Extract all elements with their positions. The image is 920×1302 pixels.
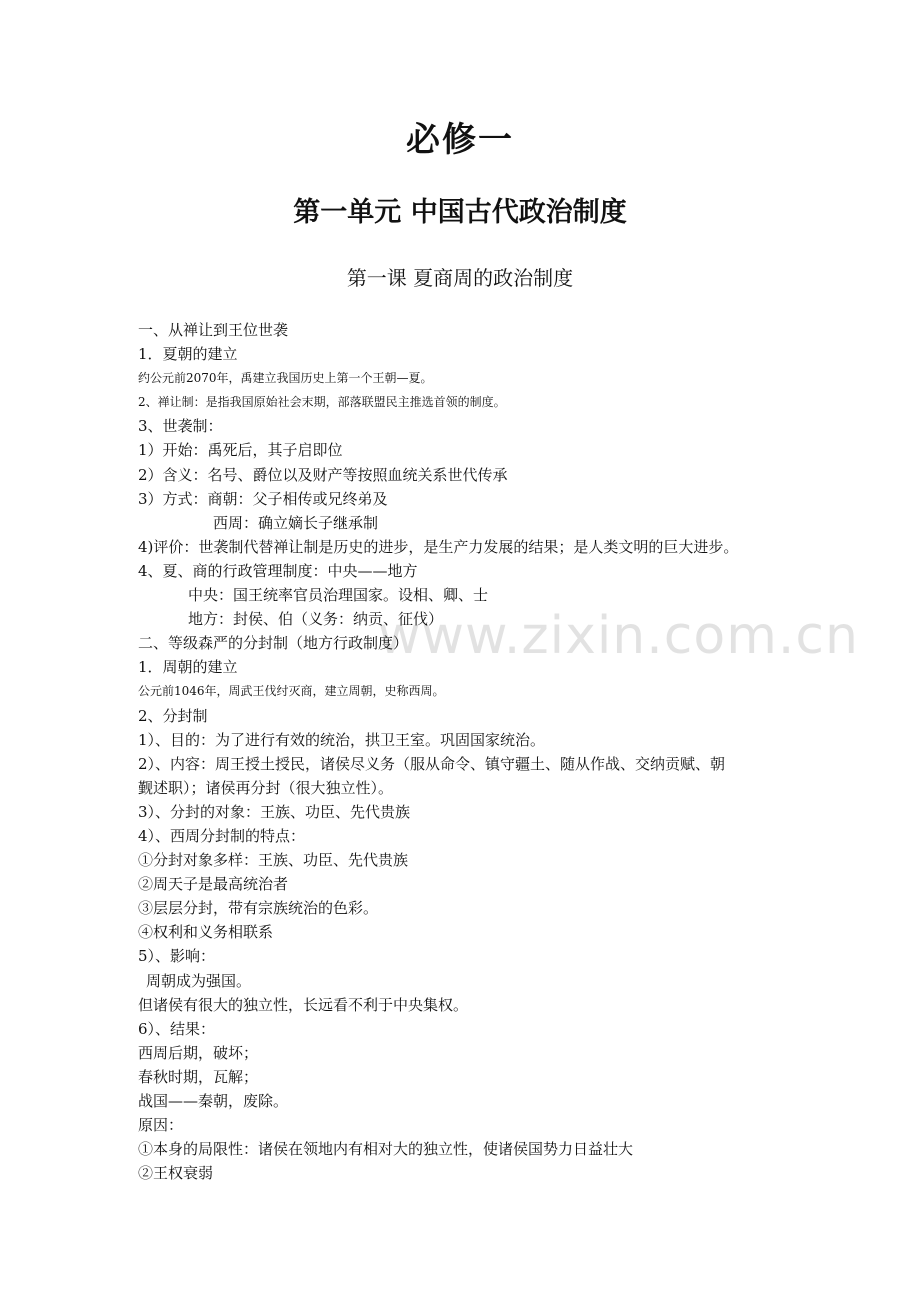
text-line: 3、世袭制： (138, 417, 223, 436)
text-line: 1．夏朝的建立 (138, 345, 238, 364)
text-line: 3）、分封的对象：王族、功臣、先代贵族 (138, 802, 411, 821)
text-line: 5）、影响： (138, 947, 216, 966)
text-line: 2、分封制 (138, 706, 208, 725)
text-line: ④权利和义务相联系 (138, 923, 274, 942)
text-line: 6）、结果： (138, 1019, 216, 1038)
text-line: 春秋时期，瓦解； (138, 1067, 259, 1086)
text-line: 但诸侯有很大的独立性，长远看不利于中央集权。 (138, 995, 469, 1014)
text-line: 1．周朝的建立 (138, 658, 238, 677)
unit-title: 第一单元 中国古代政治制度 (293, 197, 627, 228)
watermark: www.zixin.com.cn (378, 606, 859, 666)
text-line: 1）开始：禹死后，其子启即位 (138, 441, 343, 460)
text-line: ②王权衰弱 (138, 1164, 214, 1183)
text-line: 4)评价：世袭制代替禅让制是历史的进步，是生产力发展的结果；是人类文明的巨大进步。 (138, 537, 739, 556)
text-line: 觐述职）；诸侯再分封（很大独立性）。 (138, 778, 394, 797)
document-title: 必修一 (406, 120, 514, 160)
text-line: ③层层分封，带有宗族统治的色彩。 (138, 899, 379, 918)
text-line: 中央：国王统率官员治理国家。设相、卿、士 (188, 586, 489, 605)
document-body (138, 318, 798, 1185)
text-line: ①本身的局限性：诸侯在领地内有相对大的独立性，使诸侯国势力日益壮大 (138, 1140, 634, 1159)
text-line: 2）含义：名号、爵位以及财产等按照血统关系世代传承 (138, 465, 508, 484)
text-line: 西周后期，破坏； (138, 1043, 259, 1062)
text-line: 约公元前2070年，禹建立我国历史上第一个王朝—夏。 (138, 371, 433, 386)
text-line: 2）、内容：周王授土授民，诸侯尽义务（服从命令、镇守疆土、随从作战、交纳贡赋、朝 (138, 754, 726, 773)
text-line: 3）方式：商朝：父子相传或兄终弟及 (138, 489, 388, 508)
text-line: ①分封对象多样：王族、功臣、先代贵族 (138, 851, 409, 870)
text-line: 周朝成为强国。 (146, 971, 252, 990)
text-line: ②周天子是最高统治者 (138, 875, 289, 894)
text-line: 西周：确立嫡长子继承制 (213, 513, 379, 532)
text-line: 原因： (138, 1116, 184, 1135)
text-line: 地方：封侯、伯（义务：纳贡、征伐） (188, 610, 444, 629)
text-line: 4、夏、商的行政管理制度：中央——地方 (138, 561, 418, 580)
text-line: 1）、目的：为了进行有效的统治，拱卫王室。巩固国家统治。 (138, 730, 546, 749)
text-line: 一、从禅让到王位世袭 (138, 321, 289, 339)
text-line: 2、禅让制：是指我国原始社会末期，部落联盟民主推选首领的制度。 (138, 395, 506, 410)
lesson-title: 第一课 夏商周的政治制度 (346, 266, 574, 290)
text-line: 4）、西周分封制的特点： (138, 826, 306, 845)
text-line: 战国——秦朝，废除。 (138, 1092, 289, 1110)
text-line: 二、等级森严的分封制（地方行政制度） (138, 634, 409, 653)
text-line: 公元前1046年，周武王伐纣灭商，建立周朝，史称西周。 (138, 684, 445, 699)
